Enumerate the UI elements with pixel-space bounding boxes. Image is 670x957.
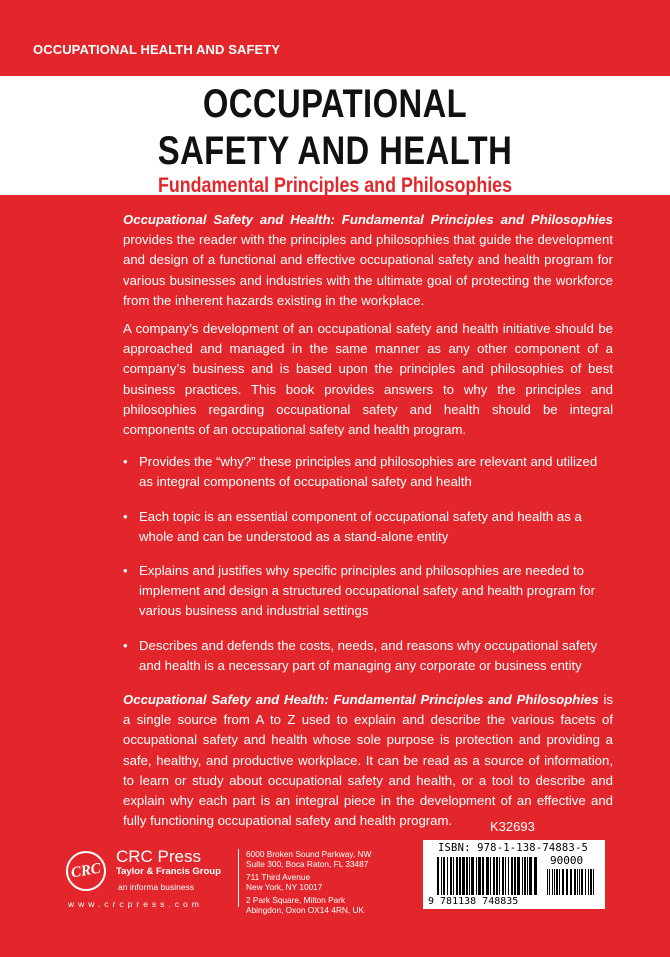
barcode-bar <box>443 857 445 895</box>
barcode-bar <box>441 857 442 895</box>
barcode-bar <box>493 857 495 895</box>
paragraph-3 <box>123 690 613 831</box>
paragraph-1 <box>123 210 613 311</box>
bullet-item: • Provides the “why?” these principles and philosophies are relevant and utilized as integral components of occupational safety and health <box>123 452 613 492</box>
logo-text: CRC <box>69 860 103 881</box>
paragraph-text: is a single source from A to Z used to explain and describe the various facets of occupational safety and health whose sole purpose is protection and providing a safe, healthy, and productive workplace. It can be read as a source of information, to learn or study about occupational safety and health, or a tool to describe and explain why each part is an integral piece in the development of an effective and fully functioning occupational safety and health program. <box>123 692 614 829</box>
address-line: 2 Park Square, Milton Park <box>246 895 346 905</box>
price-code: 90000 <box>550 854 584 867</box>
barcode-bar <box>593 869 594 895</box>
barcode-bar <box>554 869 555 895</box>
isbn: ISBN: 978-1-138-74883-5 <box>438 842 588 854</box>
book-title-line2: SAFETY AND HEALTH <box>157 129 513 173</box>
barcode-bar <box>508 857 509 895</box>
barcode-bar <box>502 857 504 895</box>
barcode-bar <box>527 857 528 895</box>
barcode-bar <box>486 857 489 895</box>
barcode-bar <box>499 857 500 895</box>
barcode-bar <box>514 857 516 895</box>
barcode-bar <box>511 857 513 895</box>
barcode-bar <box>579 869 580 895</box>
crc-logo-icon <box>66 851 106 891</box>
bullet-item: • Each topic is an essential component of occupational safety and health as a whole and can be understood as a stand-alone entity <box>123 507 613 547</box>
barcode-bar <box>566 869 568 895</box>
barcode-bar <box>471 857 474 895</box>
barcode <box>423 840 605 909</box>
publisher-group: Taylor & Francis Group <box>116 866 221 877</box>
barcode-bar <box>574 869 576 895</box>
barcode-bar <box>490 857 491 895</box>
divider <box>238 849 239 907</box>
publisher-url: www.crcpress.com <box>68 899 203 909</box>
barcode-bar <box>588 869 589 895</box>
barcode-bar <box>577 869 578 895</box>
barcode-bar <box>450 857 452 895</box>
description <box>123 210 613 839</box>
barcode-bar <box>529 857 532 895</box>
product-code: K32693 <box>490 819 535 834</box>
barcode-digits: 9 781138 748835 <box>428 896 519 907</box>
barcode-bar <box>469 857 470 895</box>
address-line: Suite 300, Boca Raton, FL 33487 <box>246 859 369 869</box>
barcode-bar <box>570 869 572 895</box>
title-band <box>0 76 670 195</box>
title-reference: Occupational Safety and Health: Fundamental Principles and Philosophies <box>123 212 613 227</box>
publisher-name: CRC Press <box>116 847 202 866</box>
barcode-bar <box>517 857 520 895</box>
title-reference: Occupational Safety and Health: Fundamental Principles and Philosophies <box>123 692 599 708</box>
barcode-bar <box>459 857 461 895</box>
bullet-list <box>123 452 613 676</box>
barcode-bar <box>447 857 448 895</box>
barcode-bar <box>562 869 564 895</box>
barcode-bar <box>437 857 439 895</box>
publisher-addresses <box>246 849 371 918</box>
bullet-item: • Describes and defends the costs, needs, and reasons why occupational safety and health is a necessary part of managing any corporate or business entity <box>123 636 613 676</box>
address-line: 711 Third Avenue <box>246 872 311 882</box>
barcode-bar <box>522 857 523 895</box>
address-line: Abingdon, Oxon OX14 4RN, UK <box>246 905 365 915</box>
barcode-bar <box>482 857 484 895</box>
barcode-bar <box>549 869 550 895</box>
publisher-informa: an informa business <box>118 882 195 892</box>
barcode-bar <box>547 869 548 895</box>
address-line: New York, NY 10017 <box>246 882 323 892</box>
barcode-bar <box>496 857 498 895</box>
barcode-bar <box>534 857 537 895</box>
barcode-bar <box>559 869 560 895</box>
barcode-bar <box>456 857 458 895</box>
barcode-bar <box>505 857 506 895</box>
barcode-bar <box>478 857 481 895</box>
bullet-item: • Explains and justifies why specific principles and philosophies are needed to implement and design a structured occupational safety and health program for various business and industrial settings <box>123 561 613 622</box>
barcode-bar <box>462 857 465 895</box>
barcode-bar <box>590 869 592 895</box>
address-line: 6000 Broken Sound Parkway, NW <box>246 849 372 859</box>
paragraph-2: A company’s development of an occupational safety and health initiative should be approached and managed in the same manner as any other component of a company’s business and is based upon the principles and philosophies of best business practices. This book provides answers to why the principles and philosophies regarding occupational safety and health should be integral components of an occupational safety and health program. <box>123 321 613 438</box>
barcode-bar <box>581 869 583 895</box>
book-title-line1: OCCUPATIONAL <box>202 82 468 126</box>
publisher-block <box>116 848 221 892</box>
barcode-bar <box>552 869 553 895</box>
book-subtitle: Fundamental Principles and Philosophies <box>157 174 513 197</box>
barcode-bar <box>453 857 454 895</box>
barcode-bar <box>524 857 526 895</box>
series-label: OCCUPATIONAL HEALTH AND SAFETY <box>33 42 281 57</box>
paragraph-text: provides the reader with the principles and philosophies that guide the development and design of a functional and effective occupational safety and health program for various businesses and industries with the ultimate goal of protecting the workforce from the inherent hazards existing in the workplace. <box>123 232 613 308</box>
barcode-bar <box>476 857 477 895</box>
barcode-bar <box>466 857 468 895</box>
barcode-bar <box>556 869 558 895</box>
barcode-bar <box>585 869 586 895</box>
